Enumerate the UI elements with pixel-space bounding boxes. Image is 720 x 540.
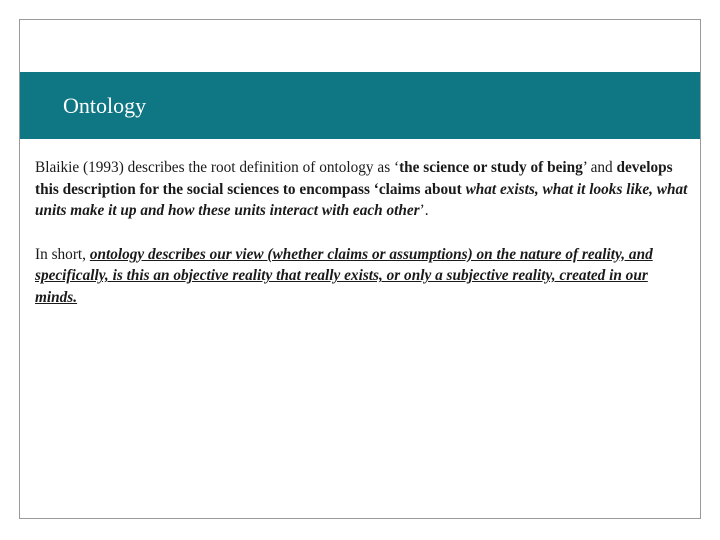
paragraph-definition	[35, 157, 690, 222]
paragraph-definition-end: ’.	[419, 202, 429, 220]
slide-body	[35, 157, 690, 309]
claims-quote: what exists, what it looks like, what units make it up and how these units interact with each other	[35, 180, 688, 220]
ontology-summary-emphasis: ontology describes our view (whether claims or assumptions) on the nature of reality, and specifically, is this an objective reality that really exists, or only a subjective reality, created in our minds.	[35, 245, 653, 306]
definition-quote: the science or study of being	[399, 159, 583, 176]
paragraph-definition-connector: ’ and	[582, 159, 617, 176]
title-band	[20, 72, 700, 139]
paragraph-definition-intro: Blaikie (1993) describes the root definition of ontology as ‘	[35, 159, 400, 176]
paragraph-summary-intro: In short,	[35, 245, 90, 263]
social-sciences-description: develops this description for the social sciences to encompass ‘claims about	[35, 159, 673, 198]
slide-title: Ontology	[63, 93, 147, 118]
paragraph-summary	[35, 244, 690, 309]
